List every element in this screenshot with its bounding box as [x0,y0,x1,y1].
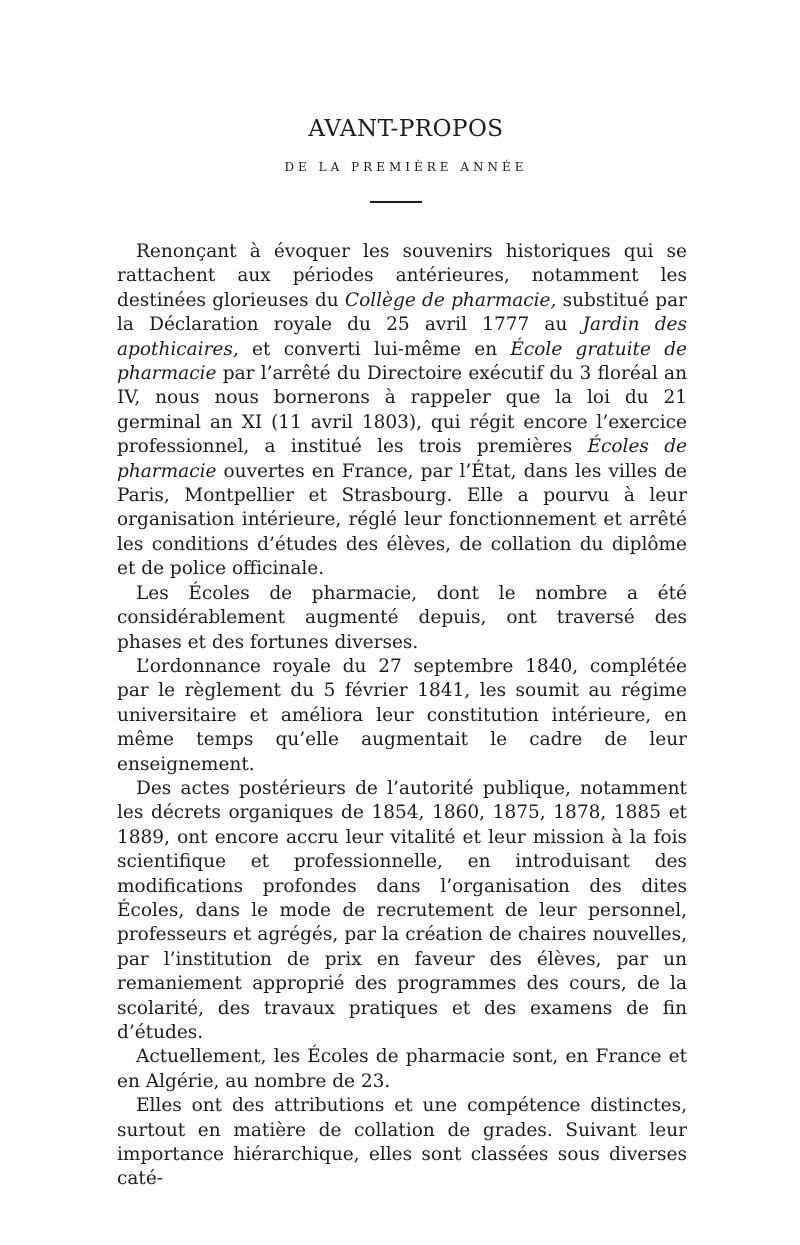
italic-term: Jardin des apothicaires, [117,314,687,360]
paragraph [117,240,687,582]
paragraph [117,777,687,1045]
page-subtitle: DE LA PREMIÈRE ANNÉE [284,160,528,174]
text-segment: par l’arrêté du Directoire exécutif du 3 floréal an IV, nous nous bornerons à rappeler que la loi du 21 germinal an XI (11 avril 1803), qui régit encore l’exercice professionnel, a institué les trois premières [117,363,687,458]
page-title: AVANT-PROPOS [308,116,504,142]
text-segment: Les Écoles de pharmacie, dont le nombre a été considérablement augmenté depuis, ont traversé des phases et des fortunes diverses. [117,582,687,653]
paragraph [117,1094,687,1192]
text-segment: Actuellement, les Écoles de pharmacie sont, en France et en Algérie, au nombre de 23. [117,1046,687,1092]
text-segment: Elles ont des attributions et une compétence distinctes, surtout en matière de collation de grades. Suivant leur importance hiérarchique, elles sont classées sous diverses caté- [117,1095,687,1190]
italic-term: Collège de pharmacie, [344,289,557,311]
italic-term: École gratuite de pharmacie [117,338,687,385]
paragraph [117,582,687,655]
text-segment: substitué par la Déclaration royale du 25 avril 1777 au [117,289,688,336]
body-text [117,240,687,1192]
title-rule [370,201,422,203]
paragraph [117,655,687,777]
paragraph [117,1045,687,1094]
text-segment: Renonçant à évoquer les souvenirs historiques qui se rattachent aux périodes antérieures, notamment les destinées glorieuses du [117,241,687,311]
text-segment: L’ordonnance royale du 27 septembre 1840, complétée par le règlement du 5 février 1841, les soumit au régime universitaire et améliora leur constitution intérieure, en même temps qu’elle augmentait le cadre de leur enseignement. [117,655,687,775]
italic-term: Écoles de pharmacie [117,436,687,482]
text-segment: ouvertes en France, par l’État, dans les villes de Paris, Montpellier et Strasbourg. Elle a pourvu à leur organisation intérieure, réglé leur fonctionnement et arrêté les conditions d’études des élèves, de collation du diplôme et de police officinale. [117,460,687,580]
text-segment: et converti lui-même en [238,338,511,360]
text-segment: Des actes postérieurs de l’autorité publique, notamment les décrets organiques de 1854, 1860, 1875, 1878, 1885 et 1889, ont encore accru leur vitalité et leur mission à la fois scientifique et professionnelle, en introduisant des modifications profondes dans l’organisation des dites Écoles, dans le mode de recrutement de leur personnel, professeurs et agrégés, par la création de chaires nouvelles, par l’institution de prix en faveur des élèves, par un remaniement approprié des programmes des cours, de la scolarité, des travaux pratiques et des examens de fin d’études. [117,777,687,1043]
